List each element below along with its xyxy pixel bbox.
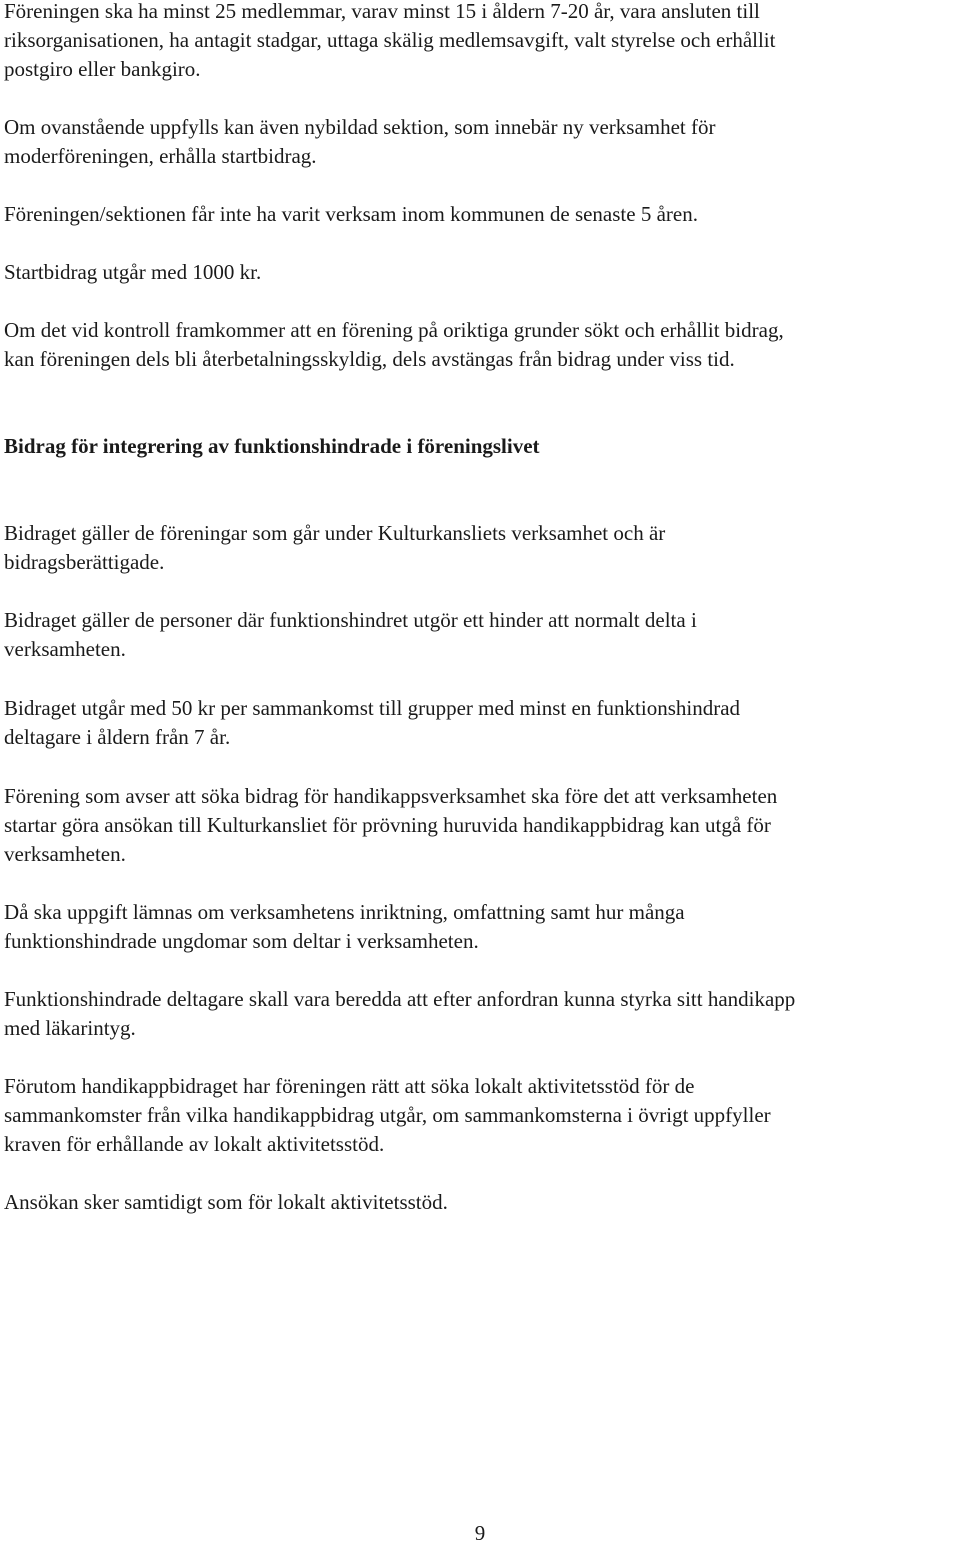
text-line: kan föreningen dels bli återbetalningsskyldig, dels avstängas från bidrag under viss tid. bbox=[4, 347, 735, 371]
text-line: funktionshindrade ungdomar som deltar i verksamheten. bbox=[4, 929, 479, 953]
paragraph-control bbox=[4, 316, 784, 374]
text-line: Förutom handikappbidraget har föreningen rätt att söka lokalt aktivitetsstöd för de bbox=[4, 1074, 695, 1098]
text-line: Förening som avser att söka bidrag för handikappsverksamhet ska före det att verksamheten bbox=[4, 784, 778, 808]
text-line: verksamheten. bbox=[4, 637, 126, 661]
paragraph-activity-support bbox=[4, 1072, 771, 1159]
paragraph-eligible-persons bbox=[4, 606, 697, 664]
text-line: postgiro eller bankgiro. bbox=[4, 57, 201, 81]
page-number: 9 bbox=[474, 1521, 486, 1545]
text-line: moderföreningen, erhålla startbidrag. bbox=[4, 144, 317, 168]
text-line: startar göra ansökan till Kulturkansliet för prövning huruvida handikappbidrag kan utgå för bbox=[4, 813, 771, 837]
text-line: med läkarintyg. bbox=[4, 1016, 136, 1040]
text-line: Ansökan sker samtidigt som för lokalt aktivitetsstöd. bbox=[4, 1190, 448, 1214]
paragraph-application-timing bbox=[4, 1188, 448, 1217]
paragraph-grant-amount bbox=[4, 694, 740, 752]
text-line: Startbidrag utgår med 1000 kr. bbox=[4, 260, 262, 284]
text-line: Om ovanstående uppfylls kan även nybildad sektion, som innebär ny verksamhet för bbox=[4, 115, 716, 139]
paragraph-medical-certificate bbox=[4, 985, 795, 1043]
paragraph-eligible-associations bbox=[4, 519, 665, 577]
paragraph-application-before-start bbox=[4, 782, 777, 869]
paragraph-startbidrag-amount bbox=[4, 258, 261, 287]
paragraph-required-information bbox=[4, 898, 685, 956]
text-line: sammankomster från vilka handikappbidrag utgår, om sammankomsterna i övrigt uppfyller bbox=[4, 1103, 771, 1127]
section-heading: Bidrag för integrering av funktionshindrade i föreningslivet bbox=[4, 434, 540, 458]
text-line: deltagare i åldern från 7 år. bbox=[4, 725, 231, 749]
text-line: bidragsberättigade. bbox=[4, 550, 165, 574]
text-line: Föreningen ska ha minst 25 medlemmar, varav minst 15 i åldern 7-20 år, vara ansluten till bbox=[4, 0, 760, 23]
text-line: Då ska uppgift lämnas om verksamhetens inriktning, omfattning samt hur många bbox=[4, 900, 685, 924]
text-line: verksamheten. bbox=[4, 842, 126, 866]
text-line: Om det vid kontroll framkommer att en förening på oriktiga grunder sökt och erhållit bidrag, bbox=[4, 318, 784, 342]
paragraph-new-section bbox=[4, 113, 716, 171]
paragraph-membership-requirements bbox=[4, 0, 775, 84]
text-line: Bidraget utgår med 50 kr per sammankomst till grupper med minst en funktionshindrad bbox=[4, 696, 741, 720]
text-line: riksorganisationen, ha antagit stadgar, uttaga skälig medlemsavgift, valt styrelse och erhållit bbox=[4, 28, 776, 52]
text-line: kraven för erhållande av lokalt aktivitetsstöd. bbox=[4, 1132, 385, 1156]
text-line: Funktionshindrade deltagare skall vara beredda att efter anfordran kunna styrka sitt handikapp bbox=[4, 987, 796, 1011]
text-line: Bidraget gäller de föreningar som går under Kulturkansliets verksamhet och är bbox=[4, 521, 666, 545]
text-line: Föreningen/sektionen får inte ha varit verksam inom kommunen de senaste 5 åren. bbox=[4, 202, 698, 226]
paragraph-not-active bbox=[4, 200, 698, 229]
text-line: Bidraget gäller de personer där funktionshindret utgör ett hinder att normalt delta i bbox=[4, 608, 697, 632]
